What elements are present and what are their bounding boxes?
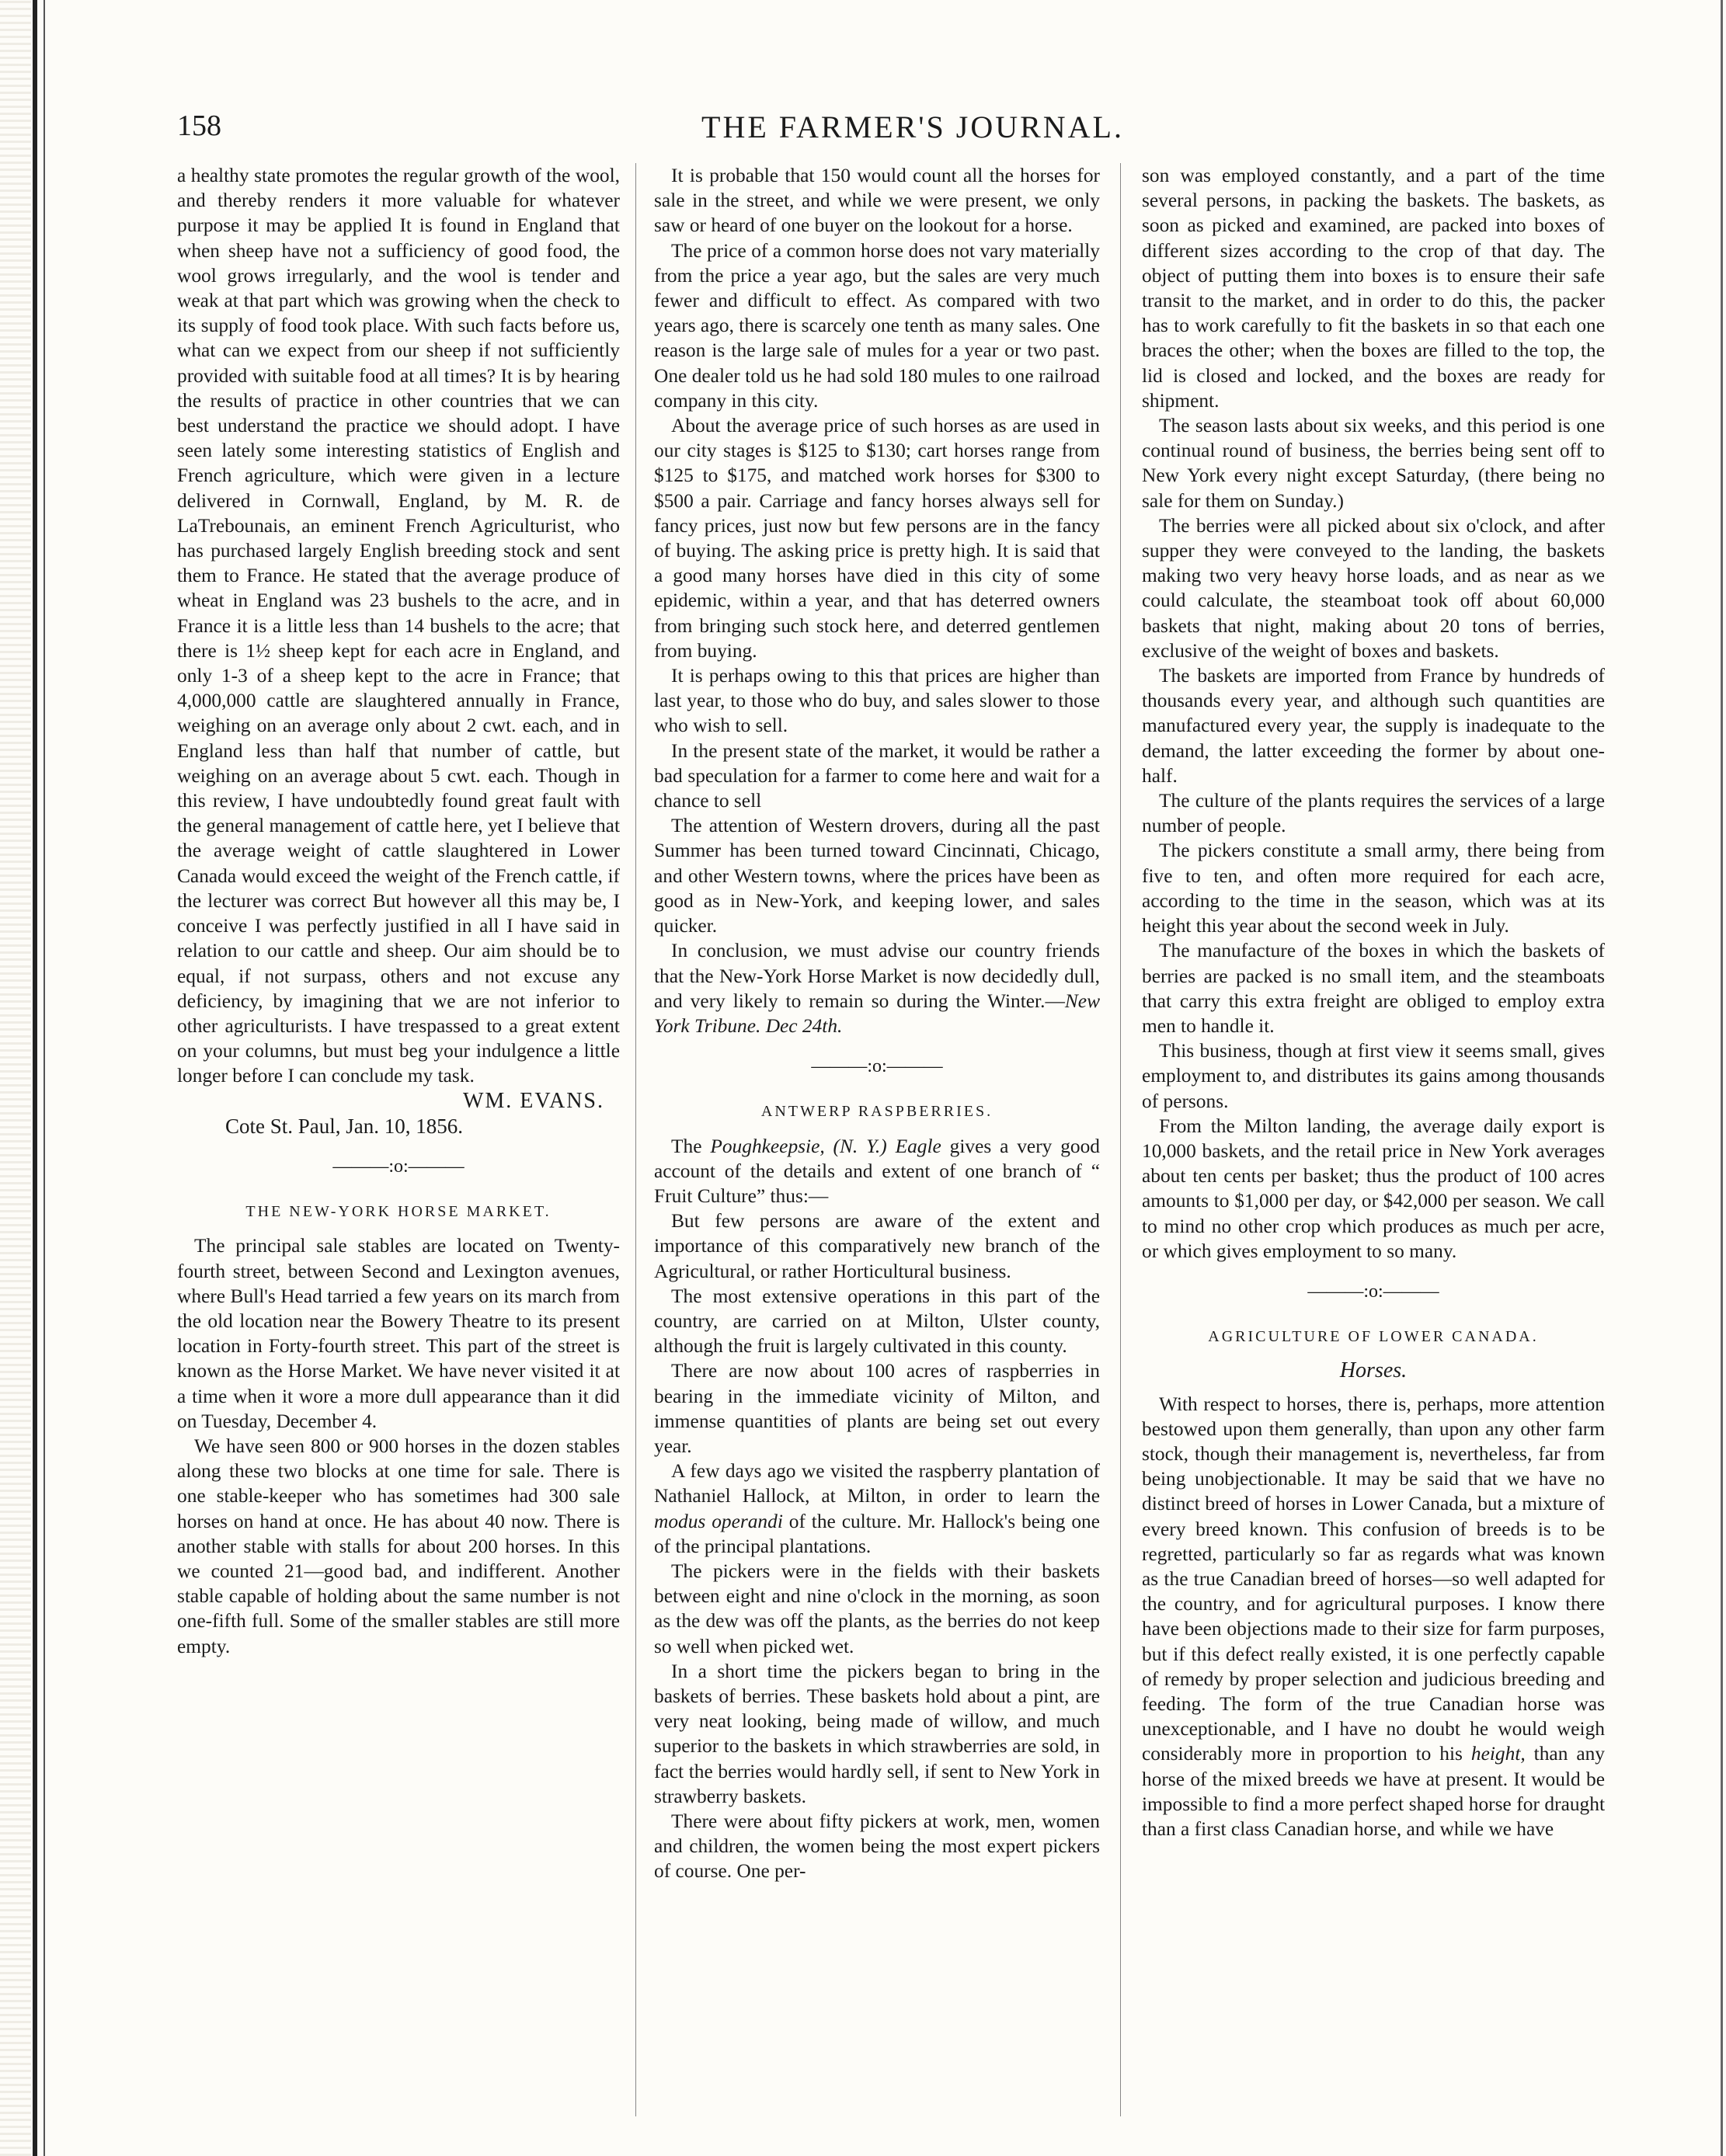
article-paragraph: The price of a common horse does not vary materially from the price a year ago, but the sales are very much fewer and difficult to effect. As compared with two years ago, there is scarcely one tenth as many sales. One reason is the large sale of mules for a year or two past. One dealer told us he had sold 180 mules to one railroad company in this city.	[654, 239, 1100, 412]
article-paragraph: The manufacture of the boxes in which the baskets of berries are packed is no small item, and the steamboats that carry this extra freight are obliged to employ extra men to handle it.	[1142, 940, 1605, 1037]
article-paragraph	[654, 938, 1100, 1038]
article-paragraph	[1142, 1392, 1605, 1842]
article-paragraph: This business, though at first view it seems small, gives employment to, and distributes its gains among thousands of persons.	[1142, 1040, 1605, 1112]
article-paragraph	[654, 1459, 1100, 1559]
section-divider: ———:o:———	[332, 1156, 465, 1177]
article-paragraph: In a short time the pickers began to bring in the baskets of berries. These baskets hold about a pint, are very neat looking, being made of willow, and much superior to the baskets in which strawberries are sold, in fact the berries would hardly sell, if sent to New York in strawberry baskets.	[654, 1660, 1100, 1807]
paragraph-text: A few days ago we visited the raspberry plantation of Nathaniel Hallock, at Milton, in order to learn the	[654, 1460, 1100, 1507]
article-heading: AGRICULTURE OF LOWER CANADA.	[1208, 1328, 1539, 1346]
section-divider: ———:o:———	[1307, 1281, 1439, 1302]
source-citation: Poughkeepsie, (N. Y.) Eagle	[710, 1135, 941, 1157]
section-divider: ———:o:———	[811, 1056, 943, 1077]
article-paragraph: The principal sale stables are located on Twenty-fourth street, between Second and Lexington avenues, where Bull's Head tarried a few years on its march from the old location near the Bowery Theatre to its present location in Forty-fourth street. This part of the street is known as the Horse Market. We have never visited it at a time when it wore a more dull appearance than it did on Tuesday, December 4.	[177, 1235, 620, 1432]
article-paragraph: a healthy state promotes the regular growth of the wool, and thereby renders it more valuable for whatever purpose it may be applied It is found in England that when sheep have not a sufficiency of good food, the wool grows irregularly, and the wool is tender and weak at that part which was growing when the check to its supply of food took place. With such facts before us, what can we expect from our sheep if not sufficiently provided with suitable food at all times? It is by hearing the results of practice in other countries that we can best understand the practice we should adopt. I have seen lately some interesting statistics of English and French agriculture, which were given in a lecture delivered in Cornwall, England, by M. R. de LaTrebounais, an eminent French Agriculturist, who has purchased largely English breeding stock and sent them to France. He stated that the average produce of wheat in England was 23 bushels to the acre, and in France it is a little less than 14 bushels to the acre; that there is 1½ sheep kept for each acre in England, and only 1-3 of a sheep kept to the acre in France; that 4,000,000 cattle are slaughtered annually in France, weighing on an average only about 2 cwt. each, and in England less than half that number of cattle, but weighing on an average about 5 cwt. each. Though in this review, I have undoubtedly found great fault with the general management of cattle here, yet I believe that the average weight of cattle slaughtered in Lower Canada would exceed the weight of the French cattle, if the lecturer was correct But however all this may be, I conceive I was perfectly justified in all I have said in relation to our cattle and sheep. Our aim should be to equal, if not surpass, others and not excuse any deficiency, by imagining that we are not inferior to other agriculturists. I have trespassed to a great extent on your columns, but must beg your indulgence a little longer before I can conclude my task.	[177, 165, 620, 1087]
right-page-edge	[1721, 0, 1723, 2156]
article-paragraph: The baskets are imported from France by hundreds of thousands every year, and although such quantities are manufactured every year, the supply is inadequate to the demand, the latter exceeding the former by about one-half.	[1142, 665, 1605, 787]
article-paragraph: There are now about 100 acres of raspberries in bearing in the immediate vicinity of Milton, and immense quantities of plants are being set out every year.	[654, 1360, 1100, 1457]
article-paragraph: About the average price of such horses as are used in our city stages is $125 to $130; cart horses range from $125 to $175, and matched work horses for $300 to $500 a pair. Carriage and fancy horses always sell for fancy prices, just now but few persons are in the fancy of buying. The asking price is pretty high. It is said that a good many horses have died in this city of some epidemic, within a year, and that has deterred owners from bringing such stock here, and deterred gentlemen from buying.	[654, 415, 1100, 662]
binding-edge-inner	[43, 0, 45, 2156]
italic-phrase: height,	[1470, 1743, 1526, 1765]
page-edge-texture	[0, 0, 31, 2156]
paragraph-text: gives a very good account of the details and extent of one branch of “ Fruit Culture” thus:—	[654, 1135, 1100, 1207]
article-paragraph: The season lasts about six weeks, and this period is one continual round of business, the berries being sent off to New York every night except Saturday, (there being no sale for them on Sunday.)	[1142, 415, 1605, 512]
paragraph-text: The	[671, 1135, 702, 1157]
article-paragraph: The berries were all picked about six o'clock, and after supper they were conveyed to the landing, the baskets making two very heavy horse loads, and as near as we could calculate, the steamboat took off about 60,000 baskets that night, making about 20 tons of berries, exclusive of the weight of boxes and baskets.	[1142, 514, 1605, 662]
article-paragraph: The pickers were in the fields with their baskets between eight and nine o'clock in the morning, as soon as the dew was off the plants, as the berries do not keep so well when picked wet.	[654, 1560, 1100, 1657]
source-citation: New York Tribune. Dec 24th.	[654, 989, 1100, 1037]
paragraph-text: With respect to horses, there is, perhaps, more attention bestowed upon them generally, than upon any other farm stock, though their management is, nevertheless, far from being unobjectionable. It may be said that we have no distinct breed of horses in Lower Canada, but a mixture of every breed known. This confusion of breeds is to be regretted, particularly so far as regards what was known as the true Canadian breed of horses—so well adapted for the country, and for agricultural purposes. I know there have been objections made to their size for farm purposes, but if this defect really existed, it is one perfectly capable of remedy by proper selection and judicious breeding and feeding. The form of the true Canadian horse was unexceptionable, and I have no doubt he would weigh considerably more in proportion to his	[1142, 1393, 1605, 1765]
article-paragraph: It is perhaps owing to this that prices are higher than last year, to those who do buy, and sales slower to those who wish to sell.	[654, 665, 1100, 737]
article-paragraph: In the present state of the market, it would be rather a bad speculation for a farmer to come here and wait for a chance to sell	[654, 739, 1100, 812]
article-paragraph: It is probable that 150 would count all the horses for sale in the street, and while we were present, we only saw or heard of one buyer on the lookout for a horse.	[654, 165, 1100, 237]
article-paragraph: The attention of Western drovers, during all the past Summer has been turned toward Cincinnati, Chicago, and other Western towns, where the prices have been as good as in New-York, and keeping lower, and sales quicker.	[654, 815, 1100, 937]
article-paragraph	[654, 1134, 1100, 1209]
article-paragraph: The most extensive operations in this part of the country, are carried on at Milton, Ulster county, although the fruit is largely cultivated in this county.	[654, 1285, 1100, 1358]
paragraph-text: In conclusion, we must advise our country friends that the New-York Horse Market is now decidedly dull, and very likely to remain so during the Winter.—	[654, 940, 1100, 1012]
article-paragraph: The pickers constitute a small army, there being from five to ten, and often more required for each acre, according to the time in the season, which was at its height this year about the second week in July.	[1142, 840, 1605, 937]
paragraph-text: than any horse of the mixed breeds we have at present. It would be impossible to find a more perfect shaped horse for draught than a first class Canadian horse, and while we have	[1142, 1743, 1605, 1840]
column-1	[177, 163, 620, 2120]
column-rule-2	[1120, 163, 1121, 2116]
article-paragraph: But few persons are aware of the extent and importance of this comparatively new branch of the Agricultural, or rather Horticultural business.	[654, 1210, 1100, 1282]
column-2	[654, 163, 1100, 2120]
italic-phrase: modus operandi	[654, 1510, 783, 1532]
author-signature: WM. EVANS.	[462, 1088, 604, 1113]
article-paragraph: son was employed constantly, and a part of the time several persons, in packing the baskets. The baskets, as soon as picked and examined, are packed into boxes of different sizes according to the crop of that day. The object of putting them into boxes is to ensure their safe transit to the market, and in order to do this, the packer has to work carefully to fit the baskets in so that each one braces the other; when the boxes are filled to the top, the lid is closed and locked, and the boxes are ready for shipment.	[1142, 165, 1605, 412]
article-paragraph: There were about fifty pickers at work, men, women and children, the women being the most expert pickers of course. One per-	[654, 1810, 1100, 1883]
article-paragraph: We have seen 800 or 900 horses in the dozen stables along these two blocks at one time for sale. There is one stable-keeper who has sometimes had 300 sale horses on hand at once. He has about 40 now. There is another stable with stalls for about 200 horses. In this we counted 21—good bad, and indifferent. Another stable capable of holding about the same number is not one-fifth full. Some of the smaller stables are still more empty.	[177, 1434, 620, 1657]
article-heading: ANTWERP RASPBERRIES.	[760, 1103, 993, 1121]
page-number: 158	[177, 110, 221, 142]
article-subheading: Horses.	[1339, 1358, 1408, 1383]
column-rule-1	[635, 163, 636, 2116]
paragraph-text: of the culture. Mr. Hallock's being one of the principal plantations.	[654, 1510, 1100, 1557]
article-paragraph: From the Milton landing, the average daily export is 10,000 baskets, and the retail price in New York averages about ten cents per basket; thus the product of 100 acres amounts to $1,000 per day, or $42,000 per season. We call to mind no other crop which produces as much per acre, or which gives employment to so many.	[1142, 1115, 1605, 1262]
article-heading: THE NEW-YORK HORSE MARKET.	[245, 1203, 552, 1221]
binding-edge	[33, 0, 37, 2156]
page-header	[155, 109, 1670, 155]
journal-title: THE FARMER'S JOURNAL.	[701, 110, 1124, 144]
signature-place-date: Cote St. Paul, Jan. 10, 1856.	[225, 1114, 464, 1138]
column-3	[1142, 163, 1605, 2120]
article-paragraph: The culture of the plants requires the services of a large number of people.	[1142, 790, 1605, 837]
